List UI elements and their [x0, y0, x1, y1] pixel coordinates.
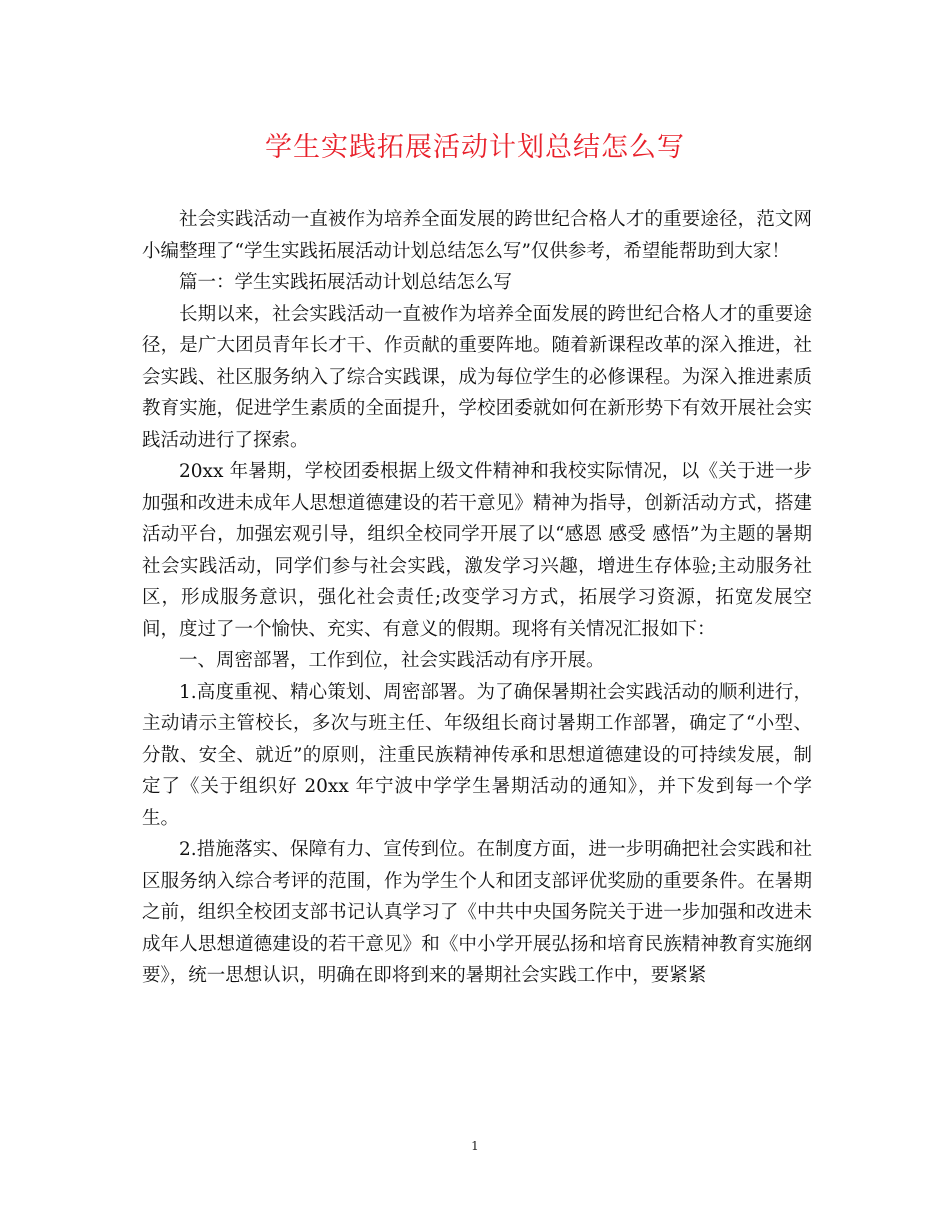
body-paragraph: 20xx 年暑期，学校团委根据上级文件精神和我校实际情况，以《关于进一步加强和改进未成年人思想道德建设的若干意见》精神为指导，创新活动方式，搭建活动平台，加强宏观引导，组织全校同学开展了以“感恩 感受 感悟”为主题的暑期社会实践活动，同学们参与社会实践，激发学习兴趣，增进生存体验;主动服务社区，形成服务意识，强化社会责任;改变学习方式，拓展学习资源，拓宽发展空间，度过了一个愉快、充实、有意义的假期。现将有关情况汇报如下： [142, 461, 812, 640]
body-paragraph: 长期以来，社会实践活动一直被作为培养全面发展的跨世纪合格人才的重要途径，是广大团员青年长才干、作贡献的重要阵地。随着新课程改革的深入推进，社会实践、社区服务纳入了综合实践课，成为每位学生的必修课程。为深入推进素质教育实施，促进学生素质的全面提升，学校团委就如何在新形势下有效开展社会实践活动进行了探索。 [142, 303, 812, 451]
subsection-heading: 一、周密部署，工作到位，社会实践活动有序开展。 [179, 650, 605, 671]
body-paragraph: 2.措施落实、保障有力、宣传到位。在制度方面，进一步明确把社会实践和社区服务纳入综合考评的范围，作为学生个人和团支部评优奖励的重要条件。在暑期之前，组织全校团支部书记认真学习了《中共中央国务院关于进一步加强和改进未成年人思想道德建设的若干意见》和《中小学开展弘扬和培育民族精神教育实施纲要》，统一思想认识，明确在即将到来的暑期社会实践工作中，要紧紧 [142, 839, 812, 986]
intro-paragraph: 社会实践活动一直被作为培养全面发展的跨世纪合格人才的重要途径，范文网小编整理了“学生实践拓展活动计划总结怎么写”仅供参考，希望能帮助到大家！ [142, 209, 812, 262]
section-heading: 篇一：学生实践拓展活动计划总结怎么写 [179, 272, 513, 293]
page-number: 1 [471, 1139, 479, 1153]
document-title: 学生实践拓展活动计划总结怎么写 [265, 132, 685, 163]
body-paragraph: 1.高度重视、精心策划、周密部署。为了确保暑期社会实践活动的顺利进行，主动请示主管校长，多次与班主任、年级组长商讨暑期工作部署，确定了“小型、分散、安全、就近”的原则，注重民族精神传承和思想道德建设的可持续发展，制定了《关于组织好 20xx 年宁波中学学生暑期活动的通知》，并下发到每一个学生。 [142, 681, 812, 829]
document-body [142, 204, 812, 992]
